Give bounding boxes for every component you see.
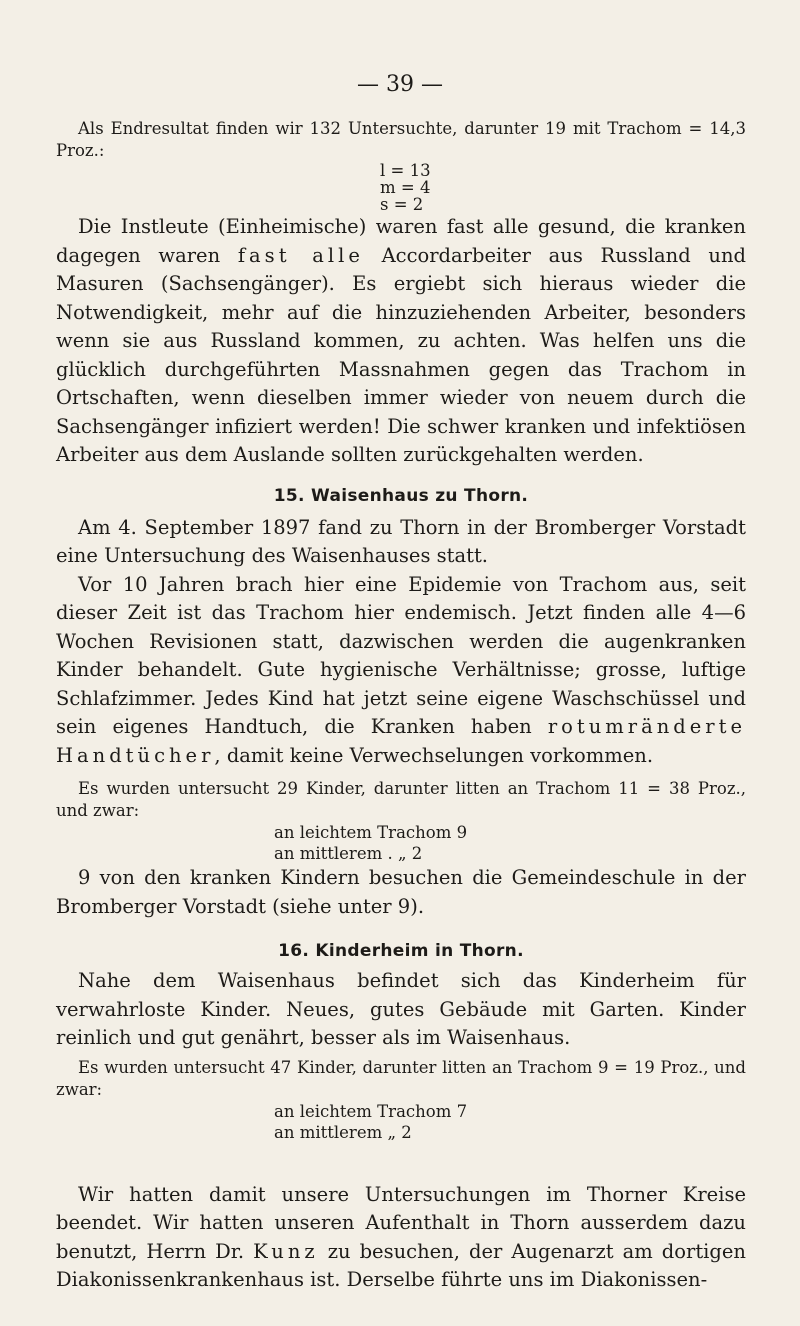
intro-text: Als Endresultat finden wir 132 Untersuchte, darunter 19 mit Trachom = 14,3 Proz.: [56,119,746,160]
intro-values [380,162,746,213]
section-16-paragraph-1: Nahe dem Waisenhaus befindet sich das Kinderheim für verwahrloste Kinder. Neues, gutes Gebäude mit Garten. Kinder reinlich und gut genährt, besser als im Waisenhaus. [56,969,746,1049]
list-item: an mittlerem „ 2 [274,1122,412,1142]
page-number: — 39 — [357,72,443,97]
section-16-list [274,1101,746,1143]
closing-paragraph: Wir hatten damit unsere Untersuchungen im Thorner Kreise beendet. Wir hatten unseren Aufenthalt in Thorn ausserdem dazu benutzt, Herrn Dr. Kunz zu besuchen, der Augenarzt am dortigen Diakonissenkrankenhaus ist. Derselbe führte uns im Diakonissen- [56,1182,746,1291]
section-15-heading: 15. Waisenhaus zu Thorn. [273,485,529,506]
value-l: l = 13 [380,161,431,180]
section-15-list [274,822,746,864]
emphasis-fast-alle: fast alle [237,243,364,267]
value-m: m = 4 [380,178,431,197]
text-body [56,118,746,1295]
section-15-paragraph-2: Vor 10 Jahren brach hier eine Epidemie von Trachom aus, seit dieser Zeit ist das Trachom hier endemisch. Jetzt finden alle 4—6 Wochen Revisionen statt, dazwischen werden die augenkranken Kinder behandelt. Gute hygienische Verhältnisse; grosse, luftige Schlafzimmer. Jedes Kind hat jetzt seine eigene Waschschüssel und sein eigenes Handtuch, die Kranken haben rotumränderte Handtücher, damit keine Verwechselungen vorkommen. [56,572,746,767]
section-15-stats: Es wurden untersucht 29 Kinder, darunter litten an Trachom 11 = 38 Proz., und zwar: [56,779,746,820]
value-s: s = 2 [380,195,424,214]
list-item: an leichtem Trachom 9 [274,823,468,842]
section-15-paragraph-3: 9 von den kranken Kindern besuchen die Gemeindeschule in der Bromberger Vorstadt (siehe unter 9). [56,866,746,918]
section-16-heading: 16. Kinderheim in Thorn. [278,941,524,961]
section-15-paragraph-1: Am 4. September 1897 fand zu Thorn in der Bromberger Vorstadt eine Untersuchung des Waisenhauses statt. [56,515,746,567]
list-item: an leichtem Trachom 7 [274,1101,468,1121]
emphasis-handtuecher: rotumränderte Handtücher [56,715,746,767]
paragraph-instleute: Die Instleute (Einheimische) waren fast alle gesund, die kranken dagegen waren fast alle Accordarbeiter aus Russland und Masuren (Sachsengänger). Es ergiebt sich hieraus wieder die Notwendigkeit, mehr auf die hinzuziehenden Arbeiter, besonders wenn sie aus Russland kommen, zu achten. Was helfen uns die glücklich durchgeführten Massnahmen gegen das Trachom in Ortschaften, wenn dieselben immer wieder von neuem durch die Sachsengänger infiziert werden! Die schwer kranken und infektiösen Arbeiter aus dem Auslande sollten zurückgehalten werden. [56,215,746,466]
emphasis-kunz: Kunz [253,1239,319,1263]
section-16-stats: Es wurden untersucht 47 Kinder, darunter litten an Trachom 9 = 19 Proz., und zwar: [56,1057,746,1099]
list-item: an mittlerem . „ 2 [274,844,423,863]
